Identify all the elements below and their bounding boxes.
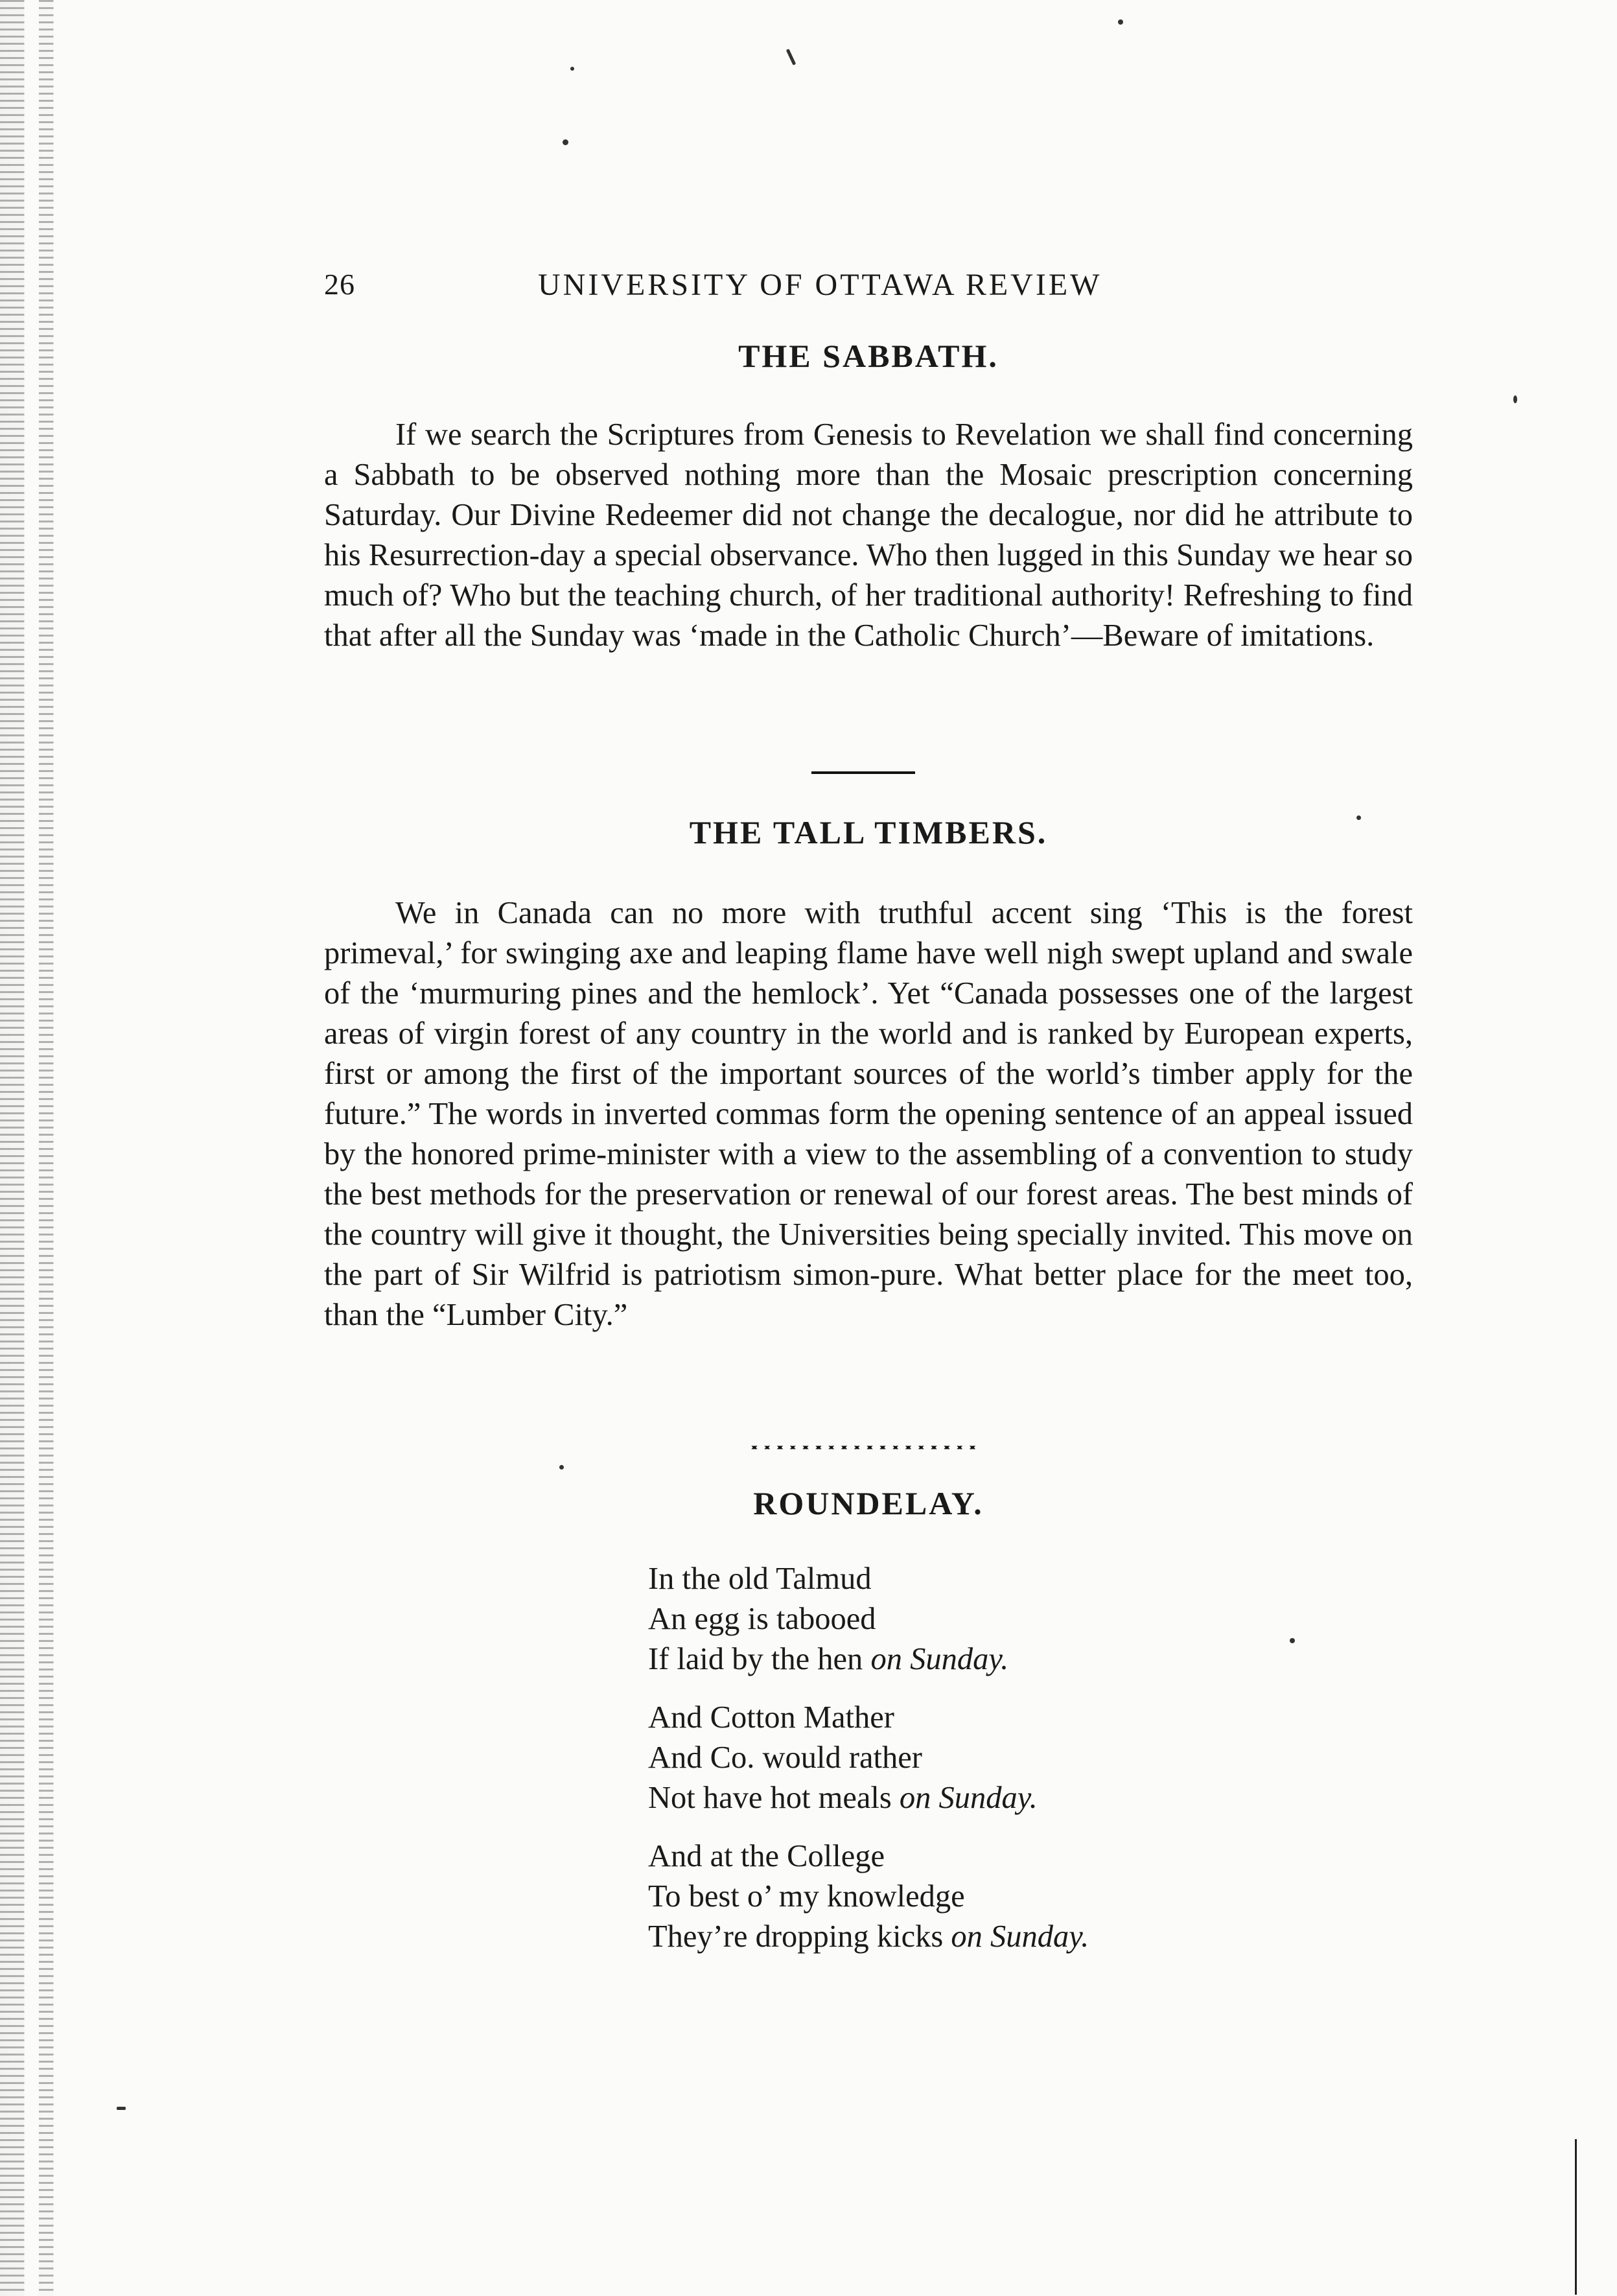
scan-speck bbox=[1290, 1638, 1295, 1643]
section-body-sabbath: If we search the Scriptures from Genesis to Revelation we shall find concerning a Sabbath to be observed nothing more than the Mosaic prescription concerning Saturday. Our Divine Redeemer did not change the decalogue, nor did he attribute to his Resurrection-day a special observance. Who then lugged in this Sunday we hear so much of? Who but the teaching church, of her traditional authority! Refreshing to find that after all the Sunday was ‘made in the Catholic Church’—Beware of imitations. bbox=[324, 417, 1413, 653]
poem-line: To best o’ my knowledge bbox=[648, 1879, 965, 1914]
binding-gutter-noise bbox=[0, 0, 97, 2296]
poem-line: And Co. would rather bbox=[648, 1740, 922, 1775]
poem-stanza bbox=[648, 1559, 1089, 1680]
poem-line: An egg is tabooed bbox=[648, 1602, 876, 1636]
section-divider-rule bbox=[811, 771, 915, 774]
poem-line bbox=[648, 1639, 1089, 1680]
poem-line: And at the College bbox=[648, 1839, 885, 1873]
section-divider-wavy bbox=[745, 1442, 979, 1453]
section-title-roundelay: ROUNDELAY. bbox=[753, 1485, 984, 1521]
scan-speck bbox=[570, 67, 574, 71]
poem-line-emphasis: on Sunday. bbox=[899, 1781, 1038, 1815]
page-number: 26 bbox=[324, 268, 355, 301]
poem-line-emphasis: on Sunday. bbox=[870, 1642, 1009, 1676]
poem-roundelay bbox=[648, 1559, 1089, 1975]
section-title-timbers: THE TALL TIMBERS. bbox=[689, 814, 1048, 850]
poem-line bbox=[648, 1917, 1089, 1957]
scan-speck bbox=[786, 49, 797, 65]
poem-line-text: Not have hot meals bbox=[648, 1781, 892, 1815]
poem-line: In the old Talmud bbox=[648, 1562, 872, 1596]
right-margin-mark bbox=[1575, 2139, 1577, 2295]
poem-line-emphasis: on Sunday. bbox=[951, 1919, 1089, 1954]
scan-speck bbox=[1118, 19, 1123, 25]
scan-speck bbox=[117, 2107, 126, 2110]
poem-line-text: If laid by the hen bbox=[648, 1642, 863, 1676]
poem-line-text: They’re dropping kicks bbox=[648, 1919, 944, 1954]
running-head: UNIVERSITY OF OTTAWA REVIEW bbox=[538, 268, 1102, 302]
poem-line: And Cotton Mather bbox=[648, 1700, 894, 1735]
page-header bbox=[324, 267, 1426, 319]
section-body-timbers: We in Canada can no more with truthful accent sing ‘This is the forest primeval,’ for swinging axe and leaping flame have well nigh swept upland and swale of the ‘murmuring pines and the hemlock’. Yet “Canada possesses one of the largest areas of virgin forest of any country in the world and is ranked by European experts, first or among the first of the important sources of the world’s timber apply for the future.” The words in inverted commas form the opening sentence of an appeal issued by the honored prime-minister with a view to the assembling of a convention to study the best methods for the preservation or renewal of our forest areas. The best minds of the country will give it thought, the Universities being specially invited. This move on the part of Sir Wilfrid is patriotism simon-pure. What better place for the meet too, than the “Lumber City.” bbox=[324, 896, 1413, 1332]
scan-speck bbox=[563, 139, 568, 145]
poem-line bbox=[648, 1778, 1089, 1818]
poem-stanza bbox=[648, 1698, 1089, 1818]
scan-speck bbox=[1513, 395, 1517, 403]
scan-speck bbox=[559, 1465, 564, 1470]
section-title-sabbath: THE SABBATH. bbox=[738, 338, 999, 374]
poem-stanza bbox=[648, 1836, 1089, 1957]
